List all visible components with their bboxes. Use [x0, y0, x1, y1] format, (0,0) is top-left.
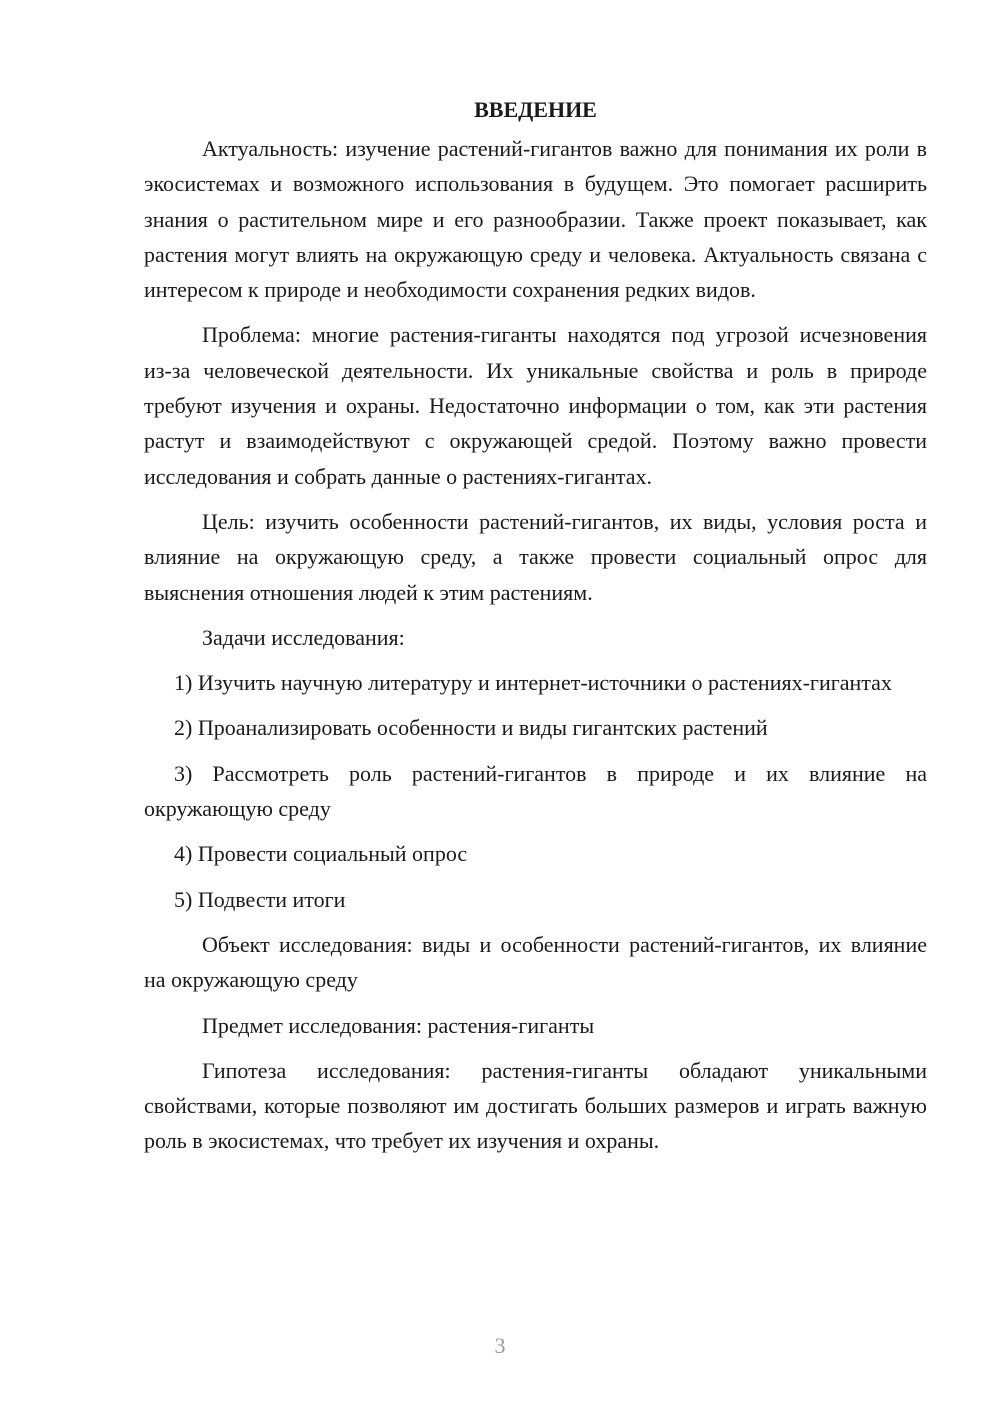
page-title: ВВЕДЕНИЕ	[474, 97, 597, 122]
paragraph-goal: Цель: изучить особенности растений-гигантов, их виды, условия роста и влияние на окружающую среду, а также провести социальный опрос для выяснения отношения людей к этим растениям.	[144, 508, 927, 605]
page-number: 3	[494, 1333, 506, 1358]
task-item-2: 2) Проанализировать особенности и виды гигантских растений	[174, 715, 768, 741]
paragraph-hypothesis: Гипотеза исследования: растения-гиганты обладают уникальными свойствами, которые позволяют им достигать больших размеров и играть важную роль в экосистемах, что требует их изучения и охраны.	[144, 1057, 927, 1154]
task-item-3: 3) Рассмотреть роль растений-гигантов в природе и их влияние на окружающую среду	[144, 760, 927, 822]
paragraph-object: Объект исследования: виды и особенности растений-гигантов, их влияние на окружающую среду	[144, 931, 927, 993]
document-page	[144, 92, 927, 1169]
paragraph-problem: Проблема: многие растения-гиганты находятся под угрозой исчезновения из-за человеческой деятельности. Их уникальные свойства и роль в природе требуют изучения и охраны. Недостаточно информации о том, как эти растения растут и взаимодействуют с окружающей средой. Поэтому важно провести исследования и собрать данные о растениях-гигантах.	[144, 322, 927, 489]
task-item-4: 4) Провести социальный опрос	[174, 841, 468, 867]
task-item-5: 5) Подвести итоги	[174, 886, 346, 912]
tasks-heading: Задачи исследования:	[202, 624, 405, 650]
paragraph-relevance: Актуальность: изучение растений-гигантов важно для понимания их роли в экосистемах и возможного использования в будущем. Это помогает расширить знания о растительном мире и его разнообразии. Также проект показывает, как растения могут влиять на окружающую среду и человека. Актуальность связана с интересом к природе и необходимости сохранения редких видов.	[144, 136, 927, 303]
task-item-1: 1) Изучить научную литературу и интернет-источники о растениях-гигантах	[174, 670, 892, 696]
paragraph-subject: Предмет исследования: растения-гиганты	[202, 1012, 595, 1038]
